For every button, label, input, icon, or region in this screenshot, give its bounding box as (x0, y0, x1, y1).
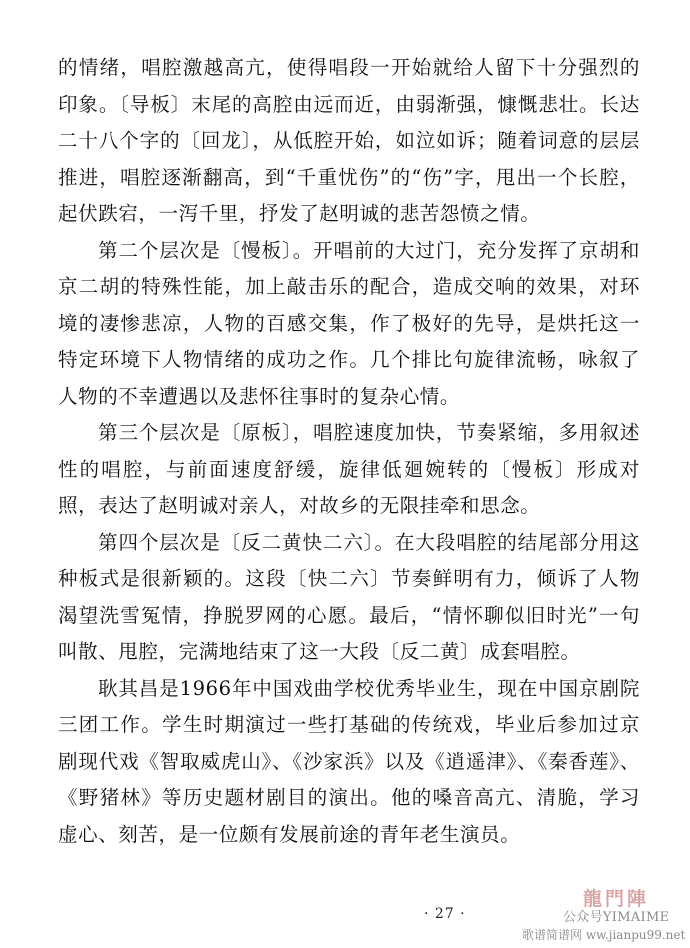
document-page (58, 50, 640, 853)
paragraph-2: 第二个层次是〔慢板〕。开唱前的大过门，充分发挥了京胡和京二胡的特殊性能，加上敲击乐的配合，造成交响的效果，对环境的凄惨悲凉，人物的百感交集，作了极好的先导，是烘托这一特定环境下人物情绪的成功之作。几个排比句旋律流畅，咏叙了人物的不幸遭遇以及悲怀往事时的复杂心情。 (58, 238, 640, 408)
paragraph-1: 的情绪，唱腔激越高亢，使得唱段一开始就给人留下十分强烈的印象。〔导板〕末尾的高腔由远而近，由弱渐强，慷慨悲壮。长达二十八个字的〔回龙〕，从低腔开始，如泣如诉；随着词意的层层推进，唱腔逐渐翻高，到“千重忧伤”的“伤”字，甩出一个长腔，起伏跌宕，一泻千里，抒发了赵明诚的悲苦怨愤之情。 (58, 56, 640, 225)
page-number: · 27 · (424, 906, 466, 922)
paragraph-3: 第三个层次是〔原板〕，唱腔速度加快，节奏紧缩，多用叙述性的唱腔，与前面速度舒缓，旋律低廻婉转的〔慢板〕形成对照，表达了赵明诚对亲人，对故乡的无限挂牵和思念。 (58, 421, 640, 517)
watermark-site: 歌谱简谱网 ww.jianpu99.net (522, 928, 686, 942)
paragraph-5: 耿其昌是1966年中国戏曲学校优秀毕业生，现在中国京剧院三团工作。学生时期演过一些打基础的传统戏，毕业后参加过京剧现代戏《智取威虎山》、《沙家浜》以及《逍遥津》、《秦香莲》、《野猪林》等历史题材剧目的演出。他的嗓音高亢、清脆，学习虚心、刻苦，是一位颇有发展前途的青年老生演员。 (58, 676, 640, 846)
watermark-logo: 龍門陣 (583, 888, 650, 910)
paragraph-4: 第四个层次是〔反二黄快二六〕。在大段唱腔的结尾部分用这种板式是很新颖的。这段〔快二六〕节奏鲜明有力，倾诉了人物渴望洗雪冤情，挣脱罗网的心愿。最后，“情怀聊似旧时光”一句叫散、甩腔，完满地结束了这一大段〔反二黄〕成套唱腔。 (58, 530, 640, 663)
watermark-public-account: 公众号YIMAIME (563, 910, 670, 925)
